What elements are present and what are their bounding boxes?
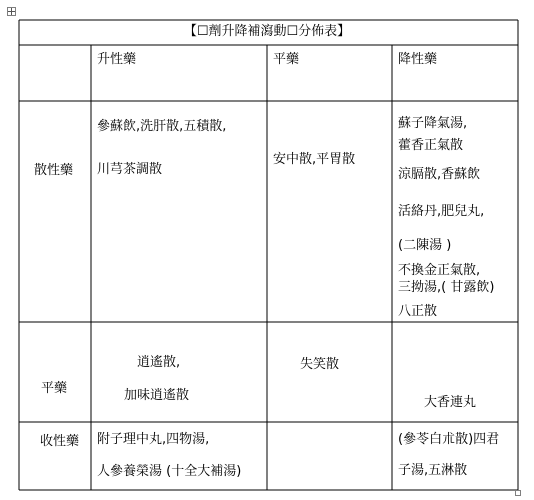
table-title: 【☐劑升降補瀉動☐分佈表】 (183, 24, 351, 39)
cell-text: 蘇子降氣湯, (398, 116, 468, 131)
column-header-ascending: 升性藥 (97, 52, 137, 67)
column-header-neutral: 平藥 (273, 52, 300, 67)
cell-text: 藿香正氣散 (398, 138, 464, 153)
cell-text: 人參養榮湯 (十全大補湯) (97, 464, 242, 479)
cell-text: (參苓白朮散)四君 (398, 432, 500, 447)
cell-text: 三拗湯,( 甘露飲) (398, 280, 495, 295)
cell-text: (二陳湯 ) (398, 238, 452, 253)
cell-text: 逍遙散, (137, 355, 181, 370)
row-header-dispersing: 散性藥 (34, 163, 74, 178)
cell-text: 涼膈散,香蘇飲 (398, 167, 481, 182)
cell-text: 失笑散 (300, 357, 340, 372)
cell-text: 加味逍遙散 (124, 388, 190, 403)
row-header-neutral: 平藥 (41, 381, 68, 396)
cell-text: 川芎茶調散 (97, 162, 163, 177)
row-header-astringent: 收性藥 (40, 434, 80, 449)
cell-text: 參蘇飲,洗肝散,五積散, (97, 119, 227, 134)
table-resize-handle-icon[interactable] (515, 490, 521, 496)
cell-text: 活絡丹,肥兒丸, (398, 204, 485, 219)
cell-text: 大香連丸 (424, 395, 477, 410)
cell-text: 不換金正氣散, (398, 263, 481, 278)
cell-text: 安中散,平胃散 (273, 152, 356, 167)
column-header-descending: 降性藥 (398, 52, 438, 67)
cell-text: 子湯,五淋散 (398, 463, 468, 478)
cell-text: 八正散 (398, 304, 438, 319)
cell-text: 附子理中丸,四物湯, (97, 432, 210, 447)
